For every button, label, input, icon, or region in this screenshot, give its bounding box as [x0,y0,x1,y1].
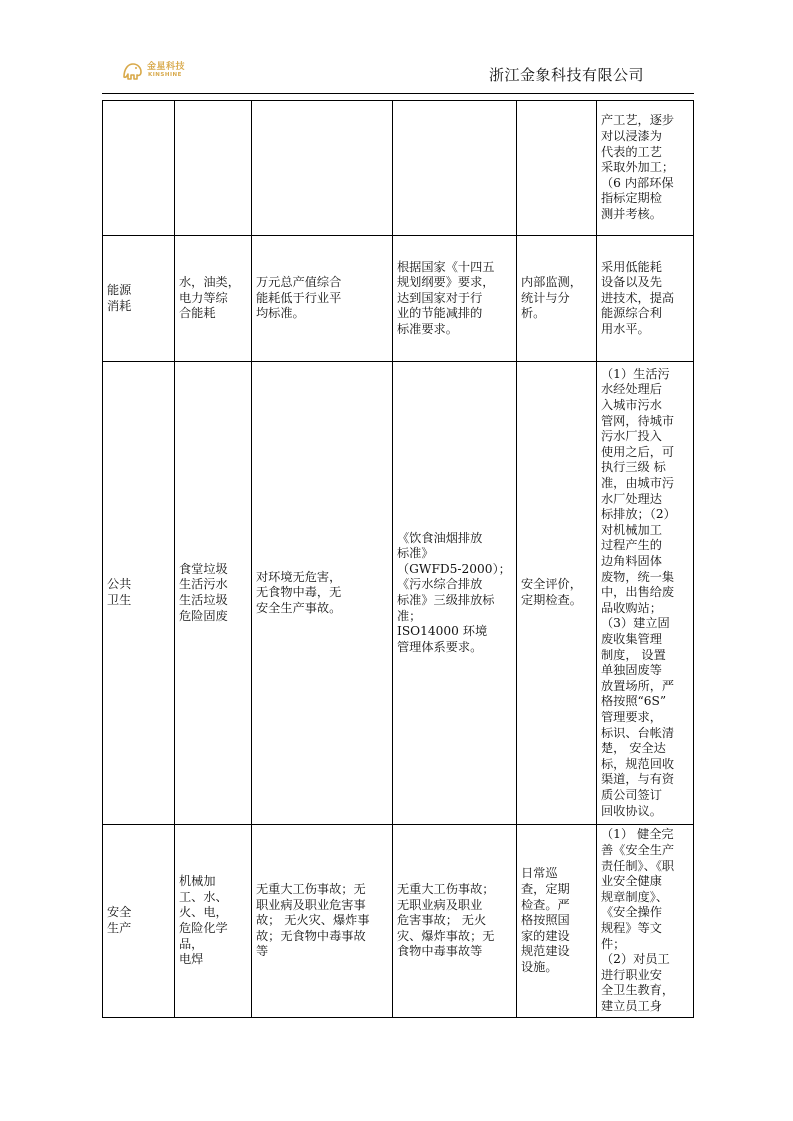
cell-line: 污水厂投入 [601,429,662,444]
cell-method [517,825,597,1018]
cell-method [517,362,597,825]
cell-line: 统计与分 [521,290,570,305]
cell-line: 格按照国 [521,913,570,928]
cell-line: （1）生活污 [601,366,670,381]
cell-line: 业的节能减排的 [397,306,483,321]
cell-line: 进行职业安 [601,967,662,982]
cell-goal [252,236,393,362]
cell-line: 规划纲要》要求， [397,275,495,290]
cell-line: 全卫生教育， [601,983,675,998]
cell-goal [252,825,393,1018]
cell-line: 放置场所，严 [601,678,675,693]
cell-line: 准； [397,608,422,623]
cell-line: （1） 健全完 [601,827,674,842]
cell-line: 单独固废等 [601,663,662,678]
cell-line: 标排放；（2） [601,507,676,522]
cell-standard [393,236,517,362]
cell-measures [597,825,694,1018]
cell-line: 责任制》、《职 [601,858,675,873]
cell-items [175,825,252,1018]
cell-line: 业安全健康 [601,874,662,889]
table-row [103,362,694,825]
cell-line: 规章制度》、 [601,889,669,904]
cell-line: 危害事故； 无火 [397,913,487,928]
cell-line: 对以浸漆为 [601,129,662,144]
cell-line: 规范建设 [521,944,570,959]
cell-goal [252,101,393,236]
cell-line: 水，油类， [179,275,240,290]
cell-line: 均标准。 [256,306,305,321]
cell-line: 电焊 [179,952,204,967]
cell-line: 等 [256,944,269,959]
cell-line: 测并考核。 [601,206,662,221]
cell-line: 根据国家《十四五 [397,259,495,274]
logo-text-en: KINSHINE [148,72,182,78]
cell-line: 标准》三级排放标 [397,593,495,607]
cell-line: 查，定期 [521,882,570,897]
cell-line: 品， [179,936,204,951]
cell-line: 内部监测， [521,275,582,290]
cell-line: 标准》 [397,546,434,561]
environment-table [102,100,694,1018]
cell-line: ISO14000 环境 [397,624,488,639]
cell-line: 设备以及先 [601,275,662,290]
cell-line: 能源综合利 [601,306,662,321]
cell-line: 格按照“6S” [601,694,667,709]
cell-line: 灾、爆炸事故；无 [397,928,495,943]
cell-line: 水经处理后 [601,382,662,397]
cell-line: （GWFD5-2000）； [397,561,511,576]
cell-line: 使用之后，可 [601,444,675,459]
cell-goal [252,362,393,825]
cell-method [517,101,597,236]
cell-line: 楚， 安全达 [601,741,666,756]
cell-line: 过程产生的 [601,538,662,553]
cell-line: 安全生产事故。 [256,600,342,615]
cell-category [103,101,175,236]
cell-line: 万元总产值综合 [256,275,342,290]
cell-line: 故；无食物中毒事故 [256,928,366,943]
table-row [103,825,694,1018]
cell-line: 制度， 设置 [601,647,666,662]
cell-line: 生活污水 [179,577,228,592]
cell-line: 用水平。 [601,321,650,336]
cell-category [103,825,175,1018]
cell-standard [393,362,517,825]
cell-standard [393,101,517,236]
cell-measures [597,101,694,236]
cell-line: 管理要求， [601,709,662,724]
cell-line: 无重大工伤事故；无 [256,882,366,897]
cell-line: 废收集管理 [601,631,662,646]
cell-line: 危险固废 [179,608,228,623]
cell-line: 《污水综合排放 [397,577,483,592]
table-row [103,101,694,236]
cell-line: 准，由城市污 [601,476,675,491]
cell-line: （3）建立固 [601,616,670,631]
elephant-logo-icon [121,58,145,82]
cell-line: 品收购站； [601,600,662,615]
cell-line: 采取外加工； [601,160,675,175]
cell-standard [393,825,517,1018]
cell-line: （2）对员工 [601,952,670,967]
cell-line: 指标定期检 [601,191,662,206]
cell-category [103,236,175,362]
cell-line: 回收协议。 [601,803,662,818]
cell-line: 对机械加工 [601,522,662,537]
cell-line: 标准要求。 [397,321,458,336]
cell-line: 卫生 [107,593,132,607]
cell-line: 日常巡 [521,866,558,881]
cell-line: 建立员工身 [601,998,662,1013]
cell-line: 对环境无危害， [256,569,342,584]
cell-line: 能源 [107,282,132,297]
cell-measures [597,236,694,362]
cell-line: 故； 无火灾、爆炸事 [256,913,370,928]
cell-line: 渠道，与有资 [601,772,675,787]
header-divider [102,93,694,94]
cell-line: 《饮食油烟排放 [397,530,483,545]
table-row [103,236,694,362]
cell-line: 入城市污水 [601,398,662,413]
cell-items [175,362,252,825]
cell-line: 质公司签订 [601,787,662,802]
cell-category [103,362,175,825]
cell-line: 管理体系要求。 [397,639,483,654]
cell-line: 采用低能耗 [601,259,662,274]
cell-line: 定期检查。 [521,593,582,607]
cell-line: 生活垃圾 [179,593,228,607]
cell-line: 检查。严 [521,897,570,912]
cell-line: 析。 [521,306,546,321]
cell-line: 标识、台帐清 [601,725,675,740]
cell-items [175,101,252,236]
cell-line: 生产 [107,921,132,935]
cell-line: 公共 [107,577,132,592]
cell-line: 安全 [107,905,132,920]
cell-line: 边角料固体 [601,554,662,569]
cell-line: 管网，待城市 [601,413,675,428]
cell-line: 设施。 [521,959,558,974]
cell-line: 电力等综 [179,290,228,305]
cell-line: 机械加 [179,874,216,889]
cell-line: 火、电， [179,905,228,920]
cell-line: 职业病及职业危害事 [256,897,366,912]
cell-line: 无职业病及职业 [397,897,483,912]
cell-line: 无食物中毒，无 [256,585,342,600]
cell-line: 无重大工伤事故； [397,882,495,897]
cell-method [517,236,597,362]
cell-line: 代表的工艺 [601,144,662,159]
cell-line: 件； [601,936,626,951]
cell-line: 产工艺，逐步 [601,113,675,128]
cell-measures [597,362,694,825]
cell-line: 《安全操作 [601,905,662,920]
cell-line: 消耗 [107,298,132,313]
cell-line: 能耗低于行业平 [256,290,342,305]
cell-line: 食物中毒事故等 [397,944,483,959]
company-logo [121,58,201,84]
cell-line: 规程》等文 [601,921,662,935]
cell-line: 安全评价， [521,577,582,592]
cell-line: 善《安全生产 [601,843,675,858]
cell-line: 危险化学 [179,921,228,935]
cell-line: 合能耗 [179,306,216,321]
cell-line: 废物，统一集 [601,569,675,584]
cell-line: 食堂垃圾 [179,561,228,576]
company-name: 浙江金象科技有限公司 [489,66,645,84]
cell-line: （6 内部环保 [601,175,674,190]
cell-line: 水厂处理达 [601,491,662,506]
cell-line: 家的建设 [521,928,570,943]
cell-line: 进技术，提高 [601,290,675,305]
cell-line: 执行三级 标 [601,460,666,475]
cell-line: 达到国家对于行 [397,290,483,305]
cell-line: 标，规范回收 [601,756,675,771]
logo-text-cn: 金星科技 [147,62,186,72]
cell-line: 工、水、 [179,889,228,904]
cell-line: 中，出售给废 [601,585,675,600]
cell-items [175,236,252,362]
